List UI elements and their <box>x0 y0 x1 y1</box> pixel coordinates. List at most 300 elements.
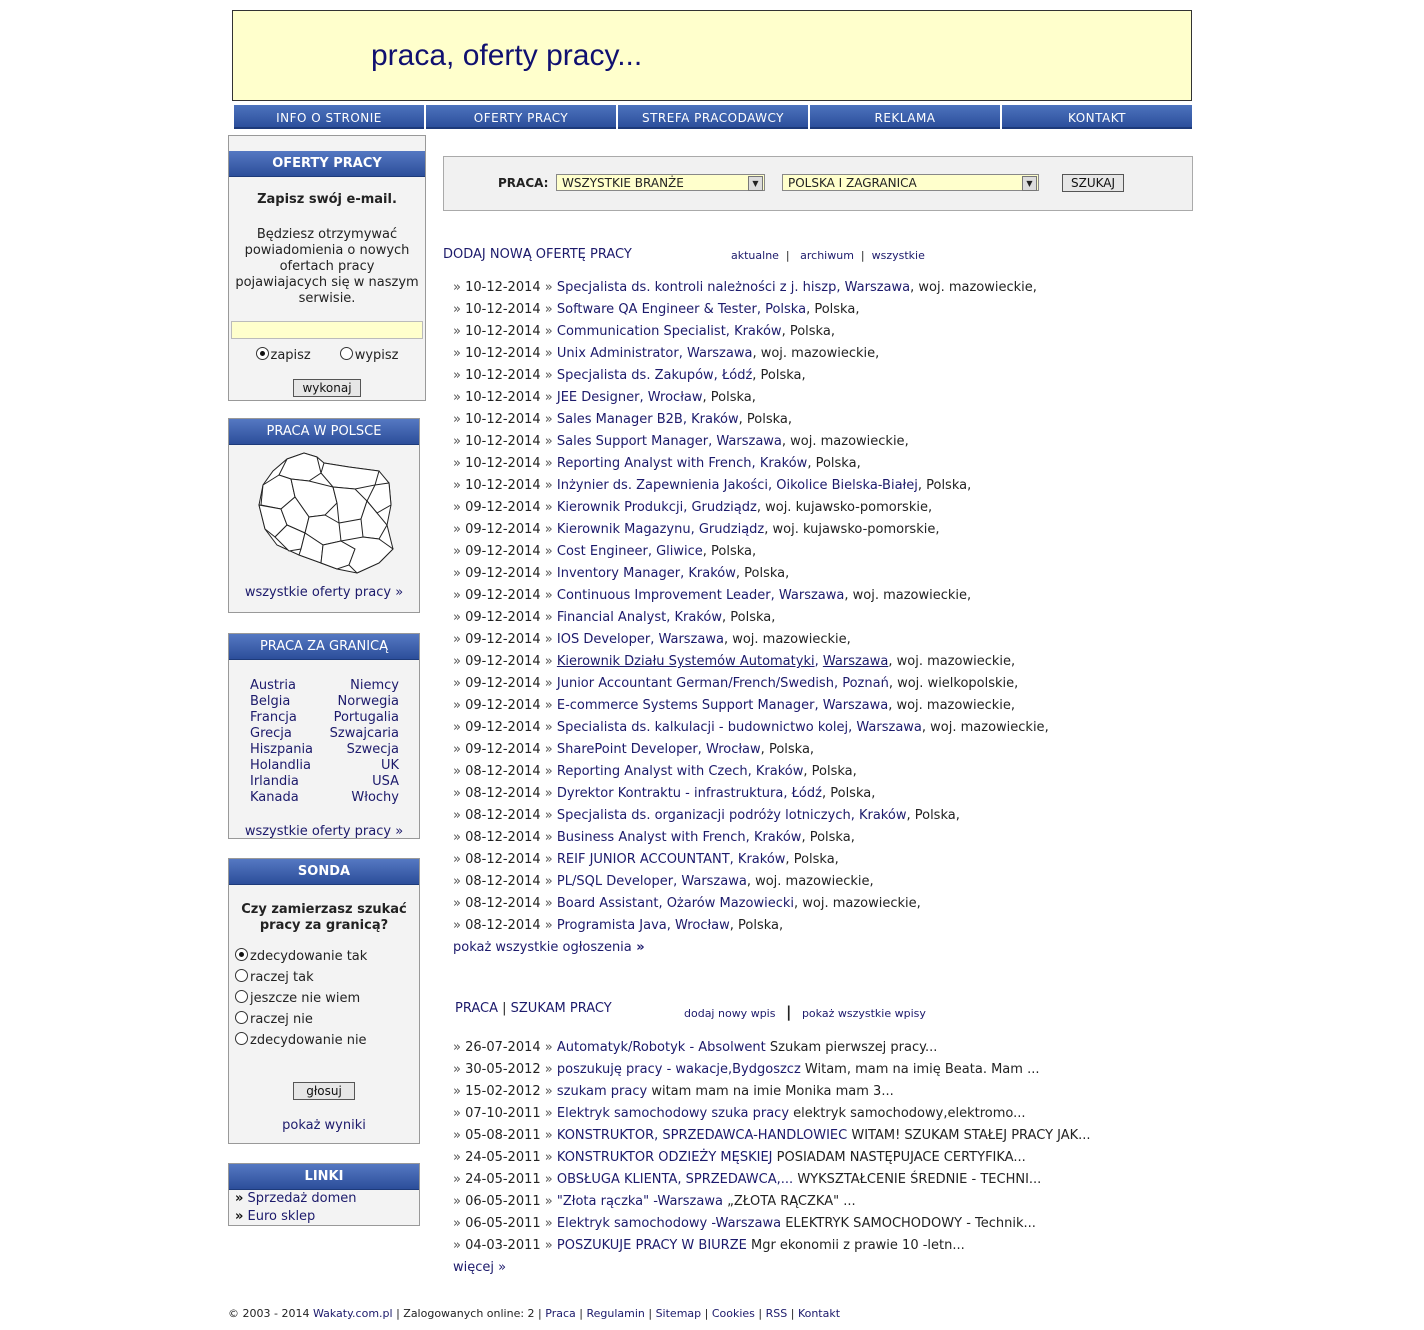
job-title-link[interactable]: Kierownik Produkcji <box>556 500 684 515</box>
comma: , <box>809 742 815 757</box>
job-city-link[interactable]: Warszawa <box>822 698 889 713</box>
job-region: Polska <box>738 918 780 933</box>
tab-szukam-pracy[interactable]: SZUKAM PRACY <box>510 1001 612 1016</box>
job-title-link[interactable]: Reporting Analyst with French <box>556 456 752 471</box>
poll-results-link[interactable]: pokaż wyniki <box>282 1118 366 1133</box>
job-city-link[interactable]: Kraków <box>753 830 802 845</box>
comma: , <box>647 544 657 559</box>
job-title-link[interactable]: Cost Engineer <box>556 544 648 559</box>
tab-praca[interactable]: PRACA <box>455 1001 498 1016</box>
radio-icon[interactable] <box>235 969 248 982</box>
abroad-all-link[interactable]: wszystkie oferty pracy » <box>244 824 404 839</box>
job-title-link[interactable]: Board Assistant <box>556 896 659 911</box>
job-city-link[interactable]: Ożarów Mazowiecki <box>666 896 794 911</box>
bullet-arrow-icon: » <box>540 346 557 361</box>
job-date: 09-12-2014 <box>465 544 541 559</box>
comma: , <box>729 918 739 933</box>
job-title-link[interactable]: Sales Support Manager <box>556 434 709 449</box>
comma: , <box>723 632 733 647</box>
nav-reklama[interactable]: REKLAMA <box>810 105 1000 129</box>
job-date: 10-12-2014 <box>465 434 541 449</box>
bullet-arrow-icon: » <box>540 852 557 867</box>
more-seekers-link[interactable]: więcej » <box>453 1260 507 1275</box>
footer-link-regulamin[interactable]: Regulamin <box>586 1307 645 1320</box>
job-title-link[interactable]: Business Analyst with French <box>556 830 746 845</box>
job-title-link[interactable]: Specialista ds. kalkulacji - budownictwo kolej <box>556 720 849 735</box>
job-city-link[interactable]: Oikolice Bielska-Białej <box>776 478 918 493</box>
country-kanada[interactable]: Kanada <box>250 790 299 805</box>
footer-link-cookies[interactable]: Cookies <box>711 1307 755 1320</box>
bullet-arrow-icon: » <box>453 346 466 361</box>
tab-wszystkie[interactable]: wszystkie <box>871 249 925 262</box>
seeker-row <box>453 1169 1091 1191</box>
job-title-link[interactable]: Sales Manager B2B <box>556 412 683 427</box>
bullet-arrow-icon: » <box>540 456 557 471</box>
job-title-link[interactable]: SharePoint Developer <box>556 742 698 757</box>
comma: , <box>836 280 845 295</box>
dropdown-arrow-icon[interactable]: ▼ <box>748 176 763 191</box>
comma: , <box>830 324 835 339</box>
bullet-arrow-icon: » <box>453 1128 466 1143</box>
country-uk[interactable]: UK <box>380 758 399 773</box>
comma: , <box>682 412 692 427</box>
subscribe-option[interactable]: zapisz <box>256 348 311 363</box>
job-date: 09-12-2014 <box>465 500 541 515</box>
comma: , <box>888 654 897 669</box>
country-portugalia[interactable]: Portugalia <box>333 710 399 725</box>
bullet-arrow-icon: » <box>540 786 557 801</box>
job-region: woj. mazowieckie <box>802 896 917 911</box>
newsletter-submit-button[interactable]: wykonaj <box>293 379 360 397</box>
comma: , <box>848 720 857 735</box>
job-city-link[interactable]: Łódź <box>791 786 822 801</box>
job-city-link[interactable]: Warszawa <box>716 434 782 449</box>
poland-box <box>228 418 420 613</box>
job-city-link[interactable]: Wrocław <box>675 918 730 933</box>
job-city-link[interactable]: Łódź <box>721 368 753 383</box>
radio-icon[interactable] <box>340 347 353 360</box>
link-sprzedaz-domen[interactable]: Sprzedaż domen <box>247 1191 357 1206</box>
comma: , <box>721 610 731 625</box>
job-title-link[interactable]: E-commerce Systems Support Manager <box>556 698 815 713</box>
seeker-excerpt: Witam, mam na imię Beata. Mam ... <box>804 1062 1040 1077</box>
seeker-link[interactable]: szukam pracy <box>556 1084 648 1099</box>
all-jobs-text[interactable]: pokaż wszystkie ogłoszenia <box>453 940 632 955</box>
job-title-link[interactable]: Inventory Manager <box>556 566 681 581</box>
comma: , <box>781 324 790 339</box>
comma: , <box>833 676 843 691</box>
bullet-arrow-icon: » <box>540 390 557 405</box>
seeker-link[interactable]: Automatyk/Robotyk - Absolwent <box>556 1040 766 1055</box>
seeker-row <box>453 1059 1091 1081</box>
country-usa[interactable]: USA <box>372 774 399 789</box>
seeker-excerpt: Mgr ekonomii z prawie 10 -letn... <box>750 1238 965 1253</box>
job-row <box>453 871 1049 893</box>
comma: , <box>756 500 766 515</box>
comma: , <box>814 698 823 713</box>
comma: , <box>779 918 784 933</box>
country-grecja[interactable]: Grecja <box>250 726 292 741</box>
nav-strefa[interactable]: STREFA PRACODAWCY <box>618 105 808 129</box>
job-city-link[interactable]: Polska <box>765 302 807 317</box>
job-city-link[interactable]: Kraków <box>737 852 786 867</box>
seekers-header: PRACA | SZUKAM PRACY dodaj nowy wpis | pokaż wszystkie wpisy <box>455 1001 926 1021</box>
seeker-date: 04-03-2011 <box>465 1238 541 1253</box>
bullet-arrow-icon: » <box>540 742 557 757</box>
job-region: Polska <box>811 764 853 779</box>
country-szwajcaria[interactable]: Szwajcaria <box>329 726 399 741</box>
job-city-link[interactable]: Wrocław <box>647 390 703 405</box>
bullet-arrow-icon: » <box>453 720 466 735</box>
job-date: 08-12-2014 <box>465 764 541 779</box>
bullet-arrow-icon: » <box>453 390 466 405</box>
job-title-link[interactable]: Dyrektor Kontraktu - infrastruktura <box>556 786 784 801</box>
comma: , <box>751 390 756 405</box>
job-title-link[interactable]: Programista Java <box>556 918 667 933</box>
seeker-excerpt: elektryk samochodowy,elektromo... <box>793 1106 1026 1121</box>
bullet-arrow-icon: » <box>453 676 466 691</box>
poland-header: PRACA W POLSCE <box>229 419 419 445</box>
job-region: Polska <box>744 566 786 581</box>
job-row <box>453 277 1049 299</box>
seeker-excerpt: „ZŁOTA RĄCZKA" ... <box>727 1194 856 1209</box>
link-euro-sklep[interactable]: Euro sklep <box>247 1209 316 1224</box>
newsletter-header: OFERTY PRACY <box>229 151 425 177</box>
tab-archiwum[interactable]: archiwum <box>800 249 854 262</box>
comma: , <box>680 566 689 581</box>
job-city-link[interactable]: Warszawa <box>686 346 753 361</box>
bullet-arrow-icon: » <box>540 324 557 339</box>
job-title-link[interactable]: Specjalista ds. Zakupów <box>556 368 714 383</box>
comma: , <box>725 324 735 339</box>
seeker-date: 26-07-2014 <box>465 1040 541 1055</box>
job-title-link[interactable]: IOS Developer <box>556 632 651 647</box>
seeker-excerpt: POSIADAM NASTĘPUJACE CERTYFIKA... <box>776 1150 1026 1165</box>
job-date: 10-12-2014 <box>465 346 541 361</box>
tab-aktualne[interactable]: aktualne <box>731 249 779 262</box>
job-region: Polska <box>926 478 968 493</box>
comma: , <box>708 434 717 449</box>
job-city-link[interactable]: Warszawa <box>778 588 845 603</box>
comma: , <box>751 456 760 471</box>
comma: , <box>760 742 769 757</box>
bullet-arrow-icon: » <box>540 610 557 625</box>
job-title-link[interactable]: Kierownik Działu Systemów Automatyki <box>556 654 815 669</box>
bullet-arrow-icon: » <box>453 280 466 295</box>
seeker-date: 06-05-2011 <box>465 1194 541 1209</box>
bullet-arrow-icon: » <box>453 830 466 845</box>
radio-checked-icon[interactable] <box>256 347 269 360</box>
comma: , <box>927 500 933 515</box>
radio-icon[interactable] <box>235 1011 248 1024</box>
job-date: 08-12-2014 <box>465 874 541 889</box>
bullet-arrow-icon: » <box>453 918 466 933</box>
comma: , <box>770 588 779 603</box>
comma: , <box>756 302 766 317</box>
job-title-link[interactable]: Inżynier ds. Zapewnienia Jakości <box>556 478 768 493</box>
radio-icon[interactable] <box>235 1032 248 1045</box>
nav-kontakt[interactable]: KONTAKT <box>1002 105 1192 129</box>
comma: , <box>803 764 812 779</box>
comma: , <box>814 654 823 669</box>
job-city-link[interactable]: Gliwice <box>656 544 703 559</box>
job-city-link[interactable]: Kraków <box>858 808 907 823</box>
bullet-arrow-icon: » <box>453 1238 466 1253</box>
seeker-row <box>453 1037 1091 1059</box>
comma: , <box>683 500 692 515</box>
seeker-row <box>453 1103 1091 1125</box>
comma: , <box>639 390 648 405</box>
job-region: woj. kujawsko-pomorskie <box>772 522 936 537</box>
country-austria[interactable]: Austria <box>250 678 296 693</box>
industry-select[interactable]: WSZYSTKIE BRANŻE ▼ <box>556 174 765 191</box>
seeker-excerpt: Szukam pierwszej pracy... <box>769 1040 938 1055</box>
job-row <box>453 519 1049 541</box>
job-title-link[interactable]: Continuous Improvement Leader <box>556 588 771 603</box>
job-row <box>453 607 1049 629</box>
comma: , <box>916 896 921 911</box>
job-row <box>453 915 1049 937</box>
footer-site-link[interactable]: Wakaty.com.pl <box>312 1307 393 1320</box>
job-row <box>453 761 1049 783</box>
all-jobs-link[interactable] <box>453 937 1049 959</box>
bullet-arrow-icon: » <box>453 1062 466 1077</box>
job-row <box>453 827 1049 849</box>
radio-icon[interactable] <box>235 990 248 1003</box>
job-title-link[interactable]: PL/SQL Developer <box>556 874 674 889</box>
job-date: 10-12-2014 <box>465 456 541 471</box>
job-city-link[interactable]: Kraków <box>691 412 739 427</box>
poll-option[interactable]: raczej nie <box>235 1009 419 1030</box>
comma: , <box>735 566 745 581</box>
job-row <box>453 805 1049 827</box>
job-city-link[interactable]: Warszawa <box>822 654 889 669</box>
comma: , <box>869 874 874 889</box>
add-entry-link[interactable]: dodaj nowy wpis <box>684 1007 776 1020</box>
job-date: 08-12-2014 <box>465 852 541 867</box>
job-title-link[interactable]: Communication Specialist <box>556 324 726 339</box>
bullet-arrow-icon: » <box>540 896 557 911</box>
bullet-arrow-icon: » <box>540 434 557 449</box>
comma: , <box>888 676 898 691</box>
poll-option[interactable]: raczej tak <box>235 967 419 988</box>
newsletter-desc: Będziesz otrzymywać powiadomienia o nowych ofertach pracy pojawiajacych się w naszym serwisie. <box>235 227 419 306</box>
job-city-link[interactable]: Kraków <box>759 456 808 471</box>
job-city-link[interactable]: Kraków <box>755 764 804 779</box>
comma: , <box>771 610 776 625</box>
add-job-link[interactable]: DODAJ NOWĄ OFERTĘ PRACY <box>443 247 632 262</box>
double-arrow-icon: » <box>235 1191 244 1206</box>
comma: , <box>1014 676 1019 691</box>
email-field[interactable] <box>231 321 423 339</box>
job-title-link[interactable]: Unix Administrator <box>556 346 679 361</box>
nav-oferty[interactable]: OFERTY PRACY <box>426 105 616 129</box>
job-title-link[interactable]: Kierownik Magazynu <box>556 522 691 537</box>
footer-link-sitemap[interactable]: Sitemap <box>655 1307 702 1320</box>
comma: , <box>846 632 851 647</box>
job-city-link[interactable]: Kraków <box>734 324 782 339</box>
job-date: 08-12-2014 <box>465 830 541 845</box>
comma: , <box>702 544 712 559</box>
job-city-link[interactable]: Kraków <box>688 566 736 581</box>
job-row <box>453 739 1049 761</box>
vote-button[interactable]: głosuj <box>293 1082 355 1100</box>
bullet-arrow-icon: » <box>453 852 466 867</box>
job-city-link[interactable]: Warszawa <box>856 720 922 735</box>
seeker-link[interactable]: "Złota rączka" -Warszawa <box>556 1194 723 1209</box>
job-title-link[interactable]: REIF JUNIOR ACCOUNTANT <box>556 852 730 867</box>
search-label: PRACA: <box>498 176 549 190</box>
country-francja[interactable]: Francja <box>250 710 297 725</box>
bullet-arrow-icon: » <box>453 1106 466 1121</box>
seeker-date: 05-08-2011 <box>465 1128 541 1143</box>
location-select[interactable]: POLSKA I ZAGRANICA ▼ <box>782 174 1039 191</box>
bullet-arrow-icon: » <box>540 1128 557 1143</box>
comma: , <box>850 830 855 845</box>
all-entries-link[interactable]: pokaż wszystkie wpisy <box>801 1007 926 1020</box>
job-row <box>453 365 1049 387</box>
job-region: woj. mazowieckie <box>852 588 968 603</box>
job-region: Polska <box>815 456 857 471</box>
job-title-link[interactable]: Junior Accountant German/French/Swedish <box>556 676 834 691</box>
job-city-link[interactable]: Grudziądz <box>698 522 765 537</box>
job-city-link[interactable]: Warszawa <box>844 280 911 295</box>
seeker-row <box>453 1125 1091 1147</box>
job-region: Polska <box>830 786 872 801</box>
comma: , <box>752 368 761 383</box>
job-title-link[interactable]: Software QA Engineer & Tester <box>556 302 757 317</box>
comma: , <box>745 830 754 845</box>
job-row <box>453 431 1049 453</box>
seeker-excerpt: WITAM! SZUKAM STAŁEJ PRACY JAK... <box>851 1128 1091 1143</box>
country-wlochy[interactable]: Włochy <box>351 790 399 805</box>
bullet-arrow-icon: » <box>453 368 466 383</box>
comma: , <box>678 346 687 361</box>
job-title-link[interactable]: Financial Analyst <box>556 610 667 625</box>
seeker-link[interactable]: poszukuję pracy - wakacje,Bydgoszcz <box>556 1062 801 1077</box>
comma: , <box>746 874 756 889</box>
bullet-arrow-icon: » <box>453 522 466 537</box>
bullet-arrow-icon: » <box>540 1172 557 1187</box>
bullet-arrow-icon: » <box>453 632 466 647</box>
bullet-arrow-icon: » <box>453 478 466 493</box>
job-city-link[interactable]: Grudziądz <box>691 500 757 515</box>
seeker-row <box>453 1235 1091 1257</box>
poland-all-link[interactable]: wszystkie oferty pracy » <box>244 585 404 600</box>
job-region: woj. wielkopolskie <box>897 676 1015 691</box>
comma: , <box>650 632 659 647</box>
bullet-arrow-icon: » <box>453 1216 466 1231</box>
job-region: Polska <box>746 412 788 427</box>
job-title-link[interactable]: JEE Designer <box>556 390 640 405</box>
bullet-arrow-icon: » <box>540 1194 557 1209</box>
job-city-link[interactable]: Warszawa <box>681 874 747 889</box>
unsubscribe-option[interactable]: wypisz <box>340 348 399 363</box>
job-city-link[interactable]: Warszawa <box>658 632 724 647</box>
seeker-link[interactable]: OBSŁUGA KLIENTA, SPRZEDAWCA,... <box>556 1172 794 1187</box>
footer-link-kontakt[interactable]: Kontakt <box>797 1307 841 1320</box>
bullet-arrow-icon: » <box>540 676 557 691</box>
bullet-arrow-icon: » <box>453 698 466 713</box>
country-hiszpania[interactable]: Hiszpania <box>250 742 314 757</box>
search-button[interactable]: SZUKAJ <box>1062 174 1124 192</box>
bullet-arrow-icon: » <box>540 1150 557 1165</box>
poland-map-icon[interactable] <box>229 445 419 585</box>
bullet-arrow-icon: » <box>540 302 557 317</box>
poll-option[interactable]: jeszcze nie wiem <box>235 988 419 1009</box>
seeker-date: 07-10-2011 <box>465 1106 541 1121</box>
bullet-arrow-icon: » <box>540 918 557 933</box>
seeker-link[interactable]: Elektryk samochodowy szuka pracy <box>556 1106 790 1121</box>
seeker-link[interactable]: KONSTRUKTOR ODZIEŻY MĘSKIEJ <box>556 1150 773 1165</box>
comma: , <box>801 830 810 845</box>
bullet-arrow-icon: » <box>453 1194 466 1209</box>
seeker-link[interactable]: POSZUKUJE PRACY W BIURZE <box>556 1238 747 1253</box>
job-title-link[interactable]: Specjalista ds. kontroli należności z j. hiszp <box>556 280 837 295</box>
country-norwegia[interactable]: Norwegia <box>337 694 399 709</box>
comma: , <box>801 368 806 383</box>
country-belgia[interactable]: Belgia <box>250 694 291 709</box>
bullet-arrow-icon: » <box>453 786 466 801</box>
seeker-link[interactable]: KONSTRUKTOR, SPRZEDAWCA-HANDLOWIEC <box>556 1128 848 1143</box>
job-title-link[interactable]: Specjalista ds. organizacji podróży lotniczych <box>556 808 851 823</box>
comma: , <box>697 742 706 757</box>
bullet-arrow-icon: » <box>453 412 466 427</box>
radio-checked-icon[interactable] <box>235 948 248 961</box>
nav-info[interactable]: INFO O STRONIE <box>234 105 424 129</box>
bullet-arrow-icon: » <box>540 588 557 603</box>
poll-option[interactable]: zdecydowanie tak <box>235 946 419 967</box>
country-holandlia[interactable]: Holandlia <box>250 758 311 773</box>
job-date: 09-12-2014 <box>465 610 541 625</box>
bullet-arrow-icon: » <box>540 1106 557 1121</box>
job-region: Polska <box>914 808 956 823</box>
dropdown-arrow-icon[interactable]: ▼ <box>1022 176 1037 191</box>
comma: , <box>806 302 815 317</box>
comma: , <box>690 522 699 537</box>
job-date: 09-12-2014 <box>465 720 541 735</box>
poll-header: SONDA <box>229 859 419 885</box>
comma: , <box>785 852 794 867</box>
seeker-excerpt: witam mam na imie Monika mam 3... <box>651 1084 894 1099</box>
job-date: 09-12-2014 <box>465 676 541 691</box>
comma: , <box>785 566 790 581</box>
footer: © 2003 - 2014 Wakaty.com.pl | Zalogowanych online: 2 | Praca | Regulamin | Sitemap | Cookies | RSS | Kontakt <box>228 1307 841 1320</box>
job-city-link[interactable]: Kraków <box>674 610 722 625</box>
job-city-link[interactable]: Wrocław <box>705 742 761 757</box>
job-city-link[interactable]: Poznań <box>842 676 889 691</box>
comma: , <box>729 852 738 867</box>
seeker-date: 24-05-2011 <box>465 1172 541 1187</box>
seeker-link[interactable]: Elektryk samochodowy -Warszawa <box>556 1216 782 1231</box>
job-row <box>453 343 1049 365</box>
job-title-link[interactable]: Reporting Analyst with Czech <box>556 764 748 779</box>
country-irlandia[interactable]: Irlandia <box>250 774 299 789</box>
footer-link-praca[interactable]: Praca <box>545 1307 576 1320</box>
search-panel <box>443 156 1193 211</box>
bullet-arrow-icon: » <box>453 324 466 339</box>
country-niemcy[interactable]: Niemcy <box>350 678 399 693</box>
job-date: 09-12-2014 <box>465 588 541 603</box>
footer-link-rss[interactable]: RSS <box>765 1307 788 1320</box>
job-date: 08-12-2014 <box>465 786 541 801</box>
poll-option[interactable]: zdecydowanie nie <box>235 1030 419 1051</box>
job-row <box>453 717 1049 739</box>
country-szwecja[interactable]: Szwecja <box>346 742 399 757</box>
abroad-header: PRACA ZA GRANICĄ <box>229 634 419 660</box>
banner <box>232 10 1192 101</box>
seeker-date: 06-05-2011 <box>465 1216 541 1231</box>
